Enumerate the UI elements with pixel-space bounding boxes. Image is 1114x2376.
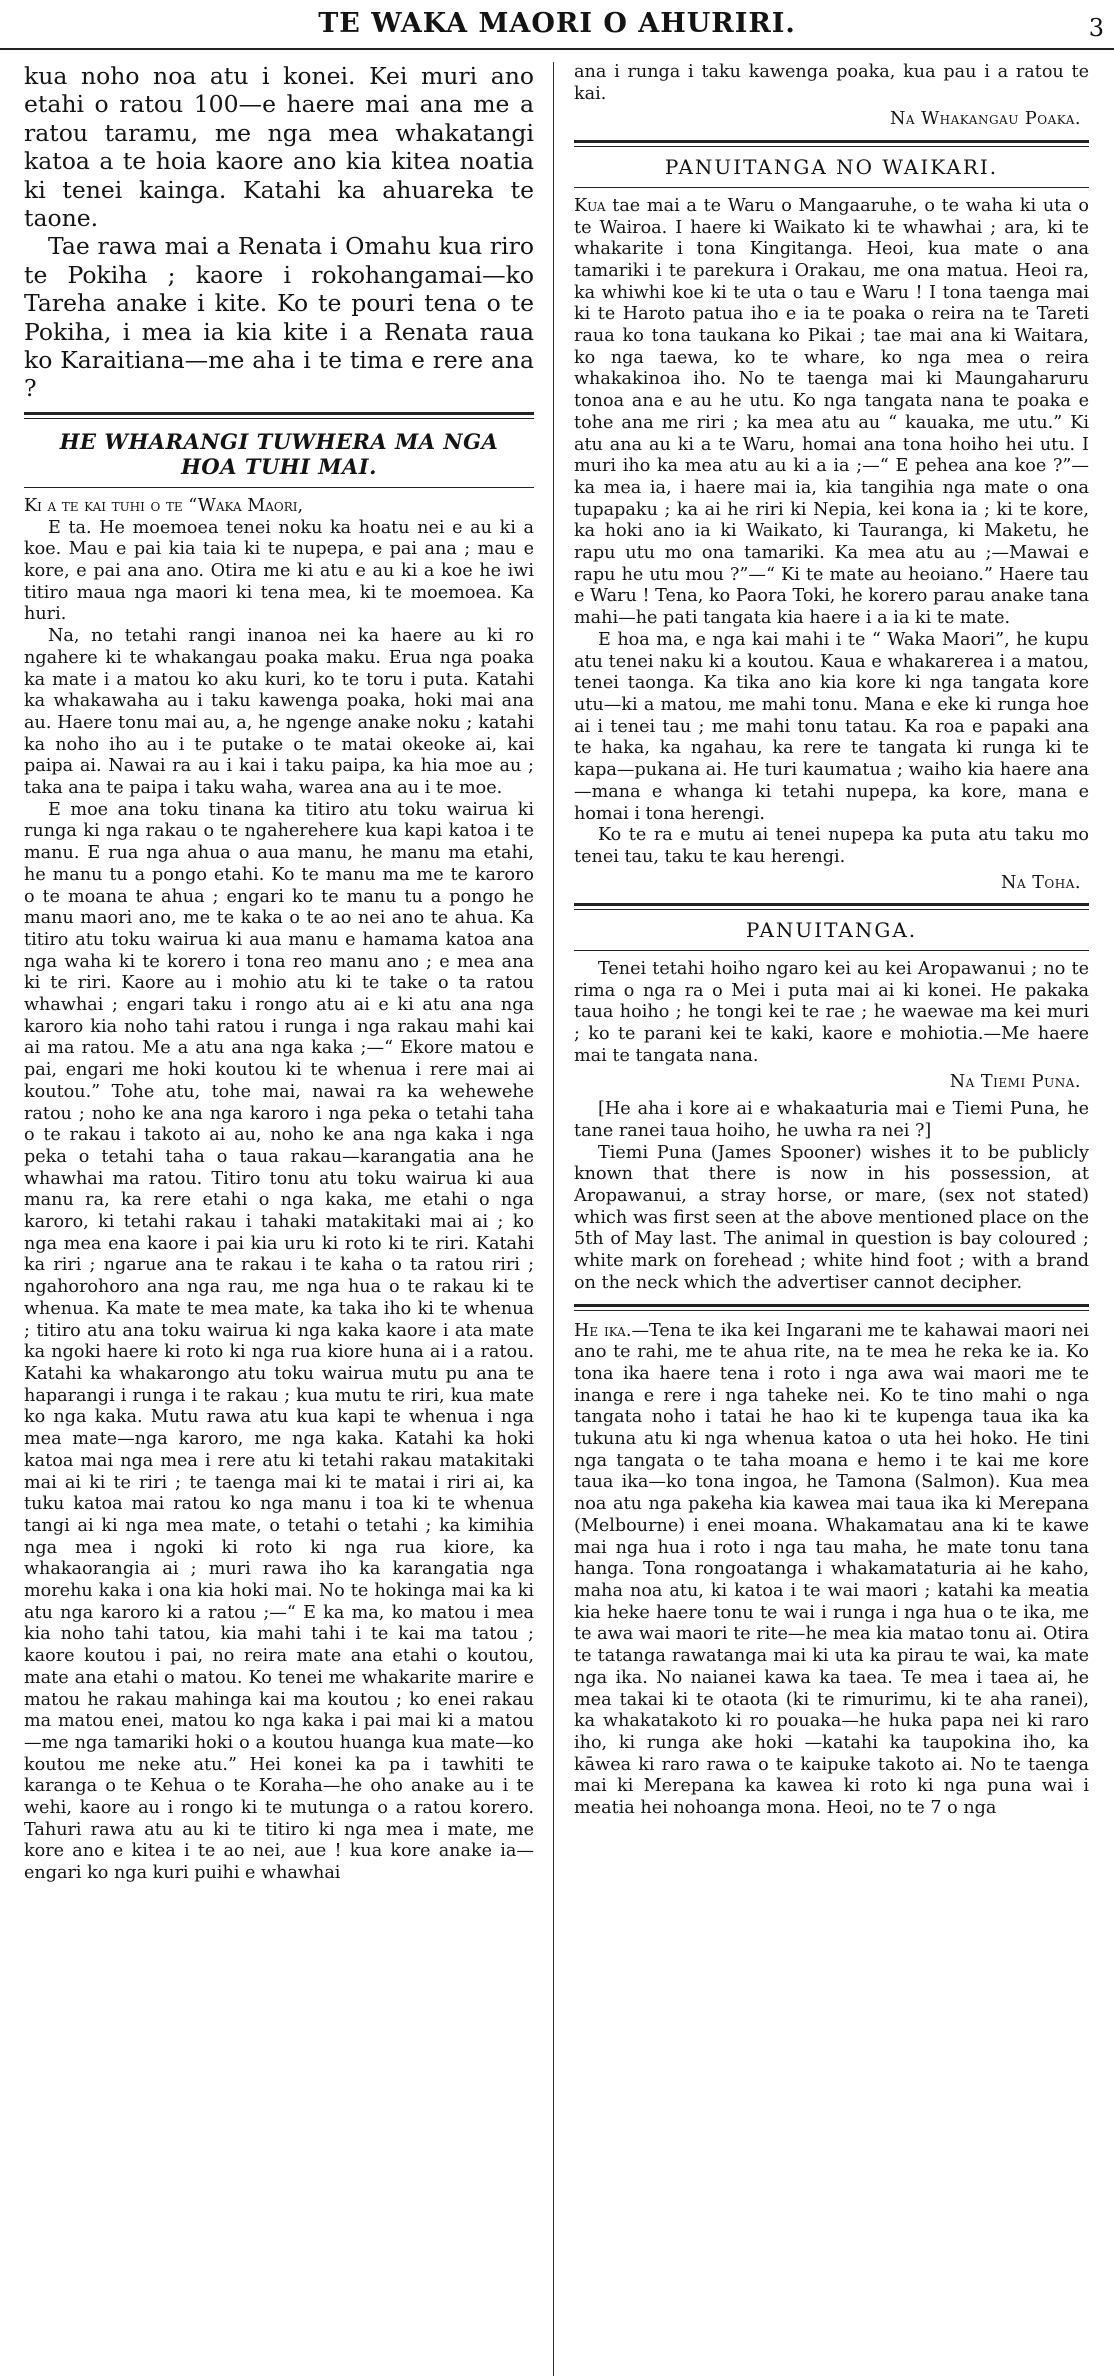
- letter-continuation-paragraph: ana i runga i taku kawenga poaka, kua pau i a ratou te kai.: [574, 62, 1089, 104]
- column-divider: [553, 62, 554, 2376]
- heading-underline: [24, 487, 534, 488]
- section-divider: [574, 1304, 1089, 1311]
- page-number: 3: [1088, 14, 1104, 42]
- running-head: [0, 4, 1114, 50]
- newspaper-title: TE WAKA MAORI O AHURIRI.: [318, 8, 796, 39]
- right-column: [574, 62, 1089, 2376]
- fish-article-lead: He ika.: [574, 1320, 632, 1341]
- notice-paragraph: E hoa ma, e nga kai mahi i te “ Waka Maori”, he kupu atu tenei naku ki a koutou. Kaua e whakarerea i a matou, tenei taonga. Ka tika ano kia kore ki nga tangata kore utu—ki a matou, me mahi tonu. Mana e eke ki runga hoe ai i tenei tau ; me mahi tonu tatau. Ka roa e papaki ana te haka, ka ngahau, ka rere te tangata ki runga ki te kapa—pukana ai. He turi kaumatua ; waiho kia haere ana—mana e whanga ki tetahi nupepa, ka kore, mana e homai i tona herengi.: [574, 629, 1089, 824]
- section-divider: [574, 903, 1089, 910]
- notice-paragraph-text: tae mai a te Waru o Mangaaruhe, o te waha ki uta o te Wairoa. I haere ki Waikato ki te whawhai ; ara, ki te whakarite i tona Kingitanga. Heoi, kua mate o ana tamariki i te parekura i Orakau, me ona matua. Heoi ra, ka whiwhi koe ki te uta o tau e Waru ! I tona taenga mai ki te Haroto patua iho e ia te poaka o reira na te Tareti raua ko tona taukana ko Pikai ; tae mai ana ki Waitara, ko nga taewa, ko te whare, ko nga mea o reira whakakinoa iho. No te taenga mai ki Maungaharuru tonoa ana e au he utu. Ko nga tangata nana te poaka e tohe ana me riri ; ka mea atu au “ kauaka, me utu.” Ki atu ana au ki a te Waru, homai ana tona hoiho hei utu. I muri iho ka mea atu au ki a ia ;—“ E pehea ana koe ?”—ka mea ia, i haere mai ia, kia tangihia nga mate o ona tupapaku ; ka ai he riri ki Nepia, kei kona ia ; ki te kore, ka hoki ano ia ki Waikato, ki Tauranga, ki Maketu, he rapu utu mo ona tamariki. Ka mea atu au ;—Mawai e rapu he utu mou ?”—“ Ki te mate au heoiano.” Haere tau e Waru ! Tena, ko Paora Toki, he korero parau anake tana mahi—he pati tangata kia haere i a ia ki te mate.: [574, 195, 1089, 629]
- section-divider: [574, 140, 1089, 147]
- letter-signature: Na Whakangau Poaka.: [889, 109, 1081, 130]
- editor-bracket-note: [He aha i kore ai e whakaaturia mai e Tiemi Puna, he tane ranei taua hoiho, he uwha ra nei ?]: [574, 1099, 1089, 1141]
- notice-paragraph: Ko te ra e mutu ai tenei nupepa ka puta atu taku mo tenei tau, taku te kau herengi.: [574, 825, 1089, 867]
- heading-underline: [574, 950, 1089, 951]
- article-continuation-paragraph: Tae rawa mai a Renata i Omahu kua riro te Pokiha ; kaore i rokohangamai—ko Tareha anake i kite. Ko te pouri tena o te Pokiha, i mea ia kia kite i a Renata raua ko Karaitiana—me aha i te tima e rere ana ?: [24, 232, 534, 403]
- heading-underline: [574, 187, 1089, 188]
- notice-signature: Na Toha.: [1001, 872, 1081, 893]
- letters-section-heading: HE WHARANGI TUWHERA MA NGA HOA TUHI MAI.: [59, 428, 499, 479]
- notice-paragraph: [574, 196, 1089, 630]
- notice-signature: Na Tiemi Puna.: [949, 1071, 1081, 1092]
- fish-article-paragraph: [574, 1321, 1089, 1820]
- letter-paragraph: Na, no tetahi rangi inanoa nei ka haere au ki ro ngahere ki te whakangau poaka maku. Erua nga poaka ka mate i a matou ko aku kuri, ko te toru i puta. Katahi ka whakawaha au i taku kawenga poaka, hoki mai ana au. Haere tonu mai au, a, he ngenge anake noku ; katahi ka noho iho au i te putake o te matai okeoke ai, kai paipa ai. Nawai ra au i kai i taku paipa, ka hia moe au ; taka ana te paipa i taku waha, warea ana au i te moe.: [24, 626, 534, 799]
- notice-heading-panuitanga: PANUITANGA.: [745, 918, 918, 943]
- notice-first-word: Kua: [574, 195, 606, 216]
- letter-paragraph: E ta. He moemoea tenei noku ka hoatu nei e au ki a koe. Mau e pai kia taia ki te nupepa, e pai ana ; mau e kore, e pai ana ano. Otira me ki atu e au ki a koe he iwi titiro maua nga maori ki tena mea, ki te moemoea. Ka huri.: [24, 517, 534, 625]
- letter-paragraph: E moe ana toku tinana ka titiro atu toku wairua ki runga ki nga rakau o te ngaherehere kua kapi katoa i te manu. E rua nga ahua o aua manu, he manu ma etahi, he manu tu a pongo etahi. Ko te manu ma me te karoro o te moana te ahua ; engari ko te manu tu a pongo he manu maori ano, me te kaka o te ao nei ano te ahua. Ka titiro atu toku wairua ki aua manu e hamama katoa ana nga waha ki te korero i tona reo manu ano ; e mea ana ki te riri. Kaore au i mohio atu ki te take o ta ratou whawhai ; engari taku i rongo atu ai e ki atu ana nga karoro kia noho tahi ratou i runga i nga rakau mahi kai ai ma ratou. Me a atu ana nga kaka ;—“ Ekore matou e pai, engari me hoki koutou ki te whenua i rere mai ai koutou.” Tohe atu, tohe mai, nawai ra ka wehewehe ratou ; noho ke ana nga karoro i nga peka o tetahi taha o te rakau i takoto ai au, noho ke ana nga kaka i nga peka o tetahi taha o taua rakau—karangatia ana he whawhai ma ratou. Titiro tonu atu toku wairua ki aua manu ra, ka rere etahi o nga kaka, me etahi o nga karoro, ki tetahi rakau i tahaki matakitaki mai ai ; ko nga mea ena kaore i pai kia uru ki roto ki te riri. Katahi ka riri ; ngarue ana te rakau i te kaha o ta ratou riri ; ngahorohoro ana nga rau, me nga hua o te rakau ki te whenua. Ka mate te mea mate, ka taka iho ki te whenua ; titiro atu ana toku wairua ki nga kaka kaore i ata mate ka ngoki haere ki roto ki nga rua kiore huna ai i a ratou. Katahi ka whakarongo atu toku wairua mutu pu ana te haparangi i runga i te rakau ; kua mutu te riri, kua mate ko nga kaka. Mutu rawa atu kua kapi te whenua i nga mea mate—nga karoro, me nga kaka. Katahi ka hoki katoa mai nga mea i rere atu ki tetahi rakau matakitaki mai ai ki te riri ; te taenga mai ki te matai i riri ai, ka tuku katoa mai ratou ko nga manu i toa ki te whenua tangi ai ki nga mea mate, o tetahi o tetahi ; ka kimihia nga mea i ngoki ki roto ki nga rua kiore, ka whakaorangia ai ; muri rawa iho ka karangatia nga morehu kaka i ona kia hoki mai. No te hokinga mai ka ki atu nga karoro ki a ratou ;—“ E ka ma, ko matou i mea kia noho tahi tatou, kia mahi tahi i te kai ma tatou ; kaore koutou i pai, no reira mate ana etahi o koutou, mate ana etahi o matou. Ko tenei me whakarite marire e matou he rakau mahinga kai ma koutou ; ko enei rakau ma matou enei, matou ko nga kaka i pai mai ki a matou—me nga tamariki hoki o a koutou huanga kua mate—ko koutou me neke atu.” Hei konei ka pa i tawhiti te karanga o te Kehua o te Koraha—he oho anake au i te wehi, kaore au i rongo ki te mutunga o a ratou korero. Tahuri rawa atu au ki te titiro ki nga mea i mate, me kore ano e kitea i te ao nei, aue ! kua kore anake ia—engari ko nga kuri puihi e whawhai: [24, 799, 534, 1884]
- notice-heading-waikari: PANUITANGA NO WAIKARI.: [664, 155, 999, 180]
- article-continuation-paragraph: kua noho noa atu i konei. Kei muri ano etahi o ratou 100—e haere mai ana me a ratou taramu, me nga mea whakatangi katoa a te hoia kaore ano kia kitea noatia ki tenei kainga. Katahi ka ahuareka te taone.: [24, 62, 534, 233]
- section-divider: [24, 412, 534, 419]
- english-notice-paragraph: Tiemi Puna (James Spooner) wishes it to be publicly known that there is now in his possession, at Aropawanui, a stray horse, or mare, (sex not stated) which was first seen at the above mentioned place on the 5th of May last. The animal in question is bay coloured ; white mark on forehead ; white hind foot ; with a brand on the neck which the advertiser cannot decipher.: [574, 1142, 1089, 1293]
- notice-paragraph: Tenei tetahi hoiho ngaro kei au kei Aropawanui ; no te rima o nga ra o Mei i puta mai ai ki konei. He pakaka taua hoiho ; he tongi kei te rae ; he waewae ma kei muri ; ko te parani kei te kaki, kaore e mohiotia.—Me haere mai te tangata nana.: [574, 959, 1089, 1066]
- left-column: [24, 62, 534, 2376]
- fish-article-text: —Tena te ika kei Ingarani me te kahawai maori nei ano te rahi, me te ahua rite, na te mea he reka ke ia. Ko tona ika haere tena i roto i nga awa wai maori me te inanga e rere i nga taheke nei. Ko te tino mahi o nga tangata noho i tatai he hao ki te kupenga taua ika ka tukuna atu ki nga whenua katoa o uta hei hoko. He tini nga tangata o te taha moana e hemo i te kai me kore taua ika—ko tona ingoa, he Tamona (Salmon). Kua mea noa atu nga pakeha kia kawea mai taua ika ki Merepana (Melbourne) i enei moana. Whakamatau ana ki te kawe mai nga hua i roto i nga tau maha, he mate tonu tana hanga. Tona rongoatanga i whakamataturia ai he kaho, maha noa atu, ki katoa i te wai maori ; katahi ka meatia kia heke haere tonu te wai i runga i nga hua o te ika, me te awa wai maori te rite—he mea kia matao tonu ai. Otira te tatanga rawatanga mai ki uta ka pirau te wai, ka mate nga ika. No naianei kawa ka taea. Te mea i taea ai, he mea takai ki te otaota (ki te rimurimu, ki te aha ranei), ka whakatakoto ki ro pouaka—he huka papa nei ki raro iho, ki runga ake hoki —katahi ka taupokina iho, ka kāwea ki raro rawa o te kaipuke takoto ai. No te taenga mai ki Merepana ka kawea ki roto ki nga puna wai i meatia hei nohoanga mona. Heoi, no te 7 o nga: [574, 1320, 1089, 1819]
- letter-salutation: Ki a te kai tuhi o te “Waka Maori,: [24, 495, 304, 516]
